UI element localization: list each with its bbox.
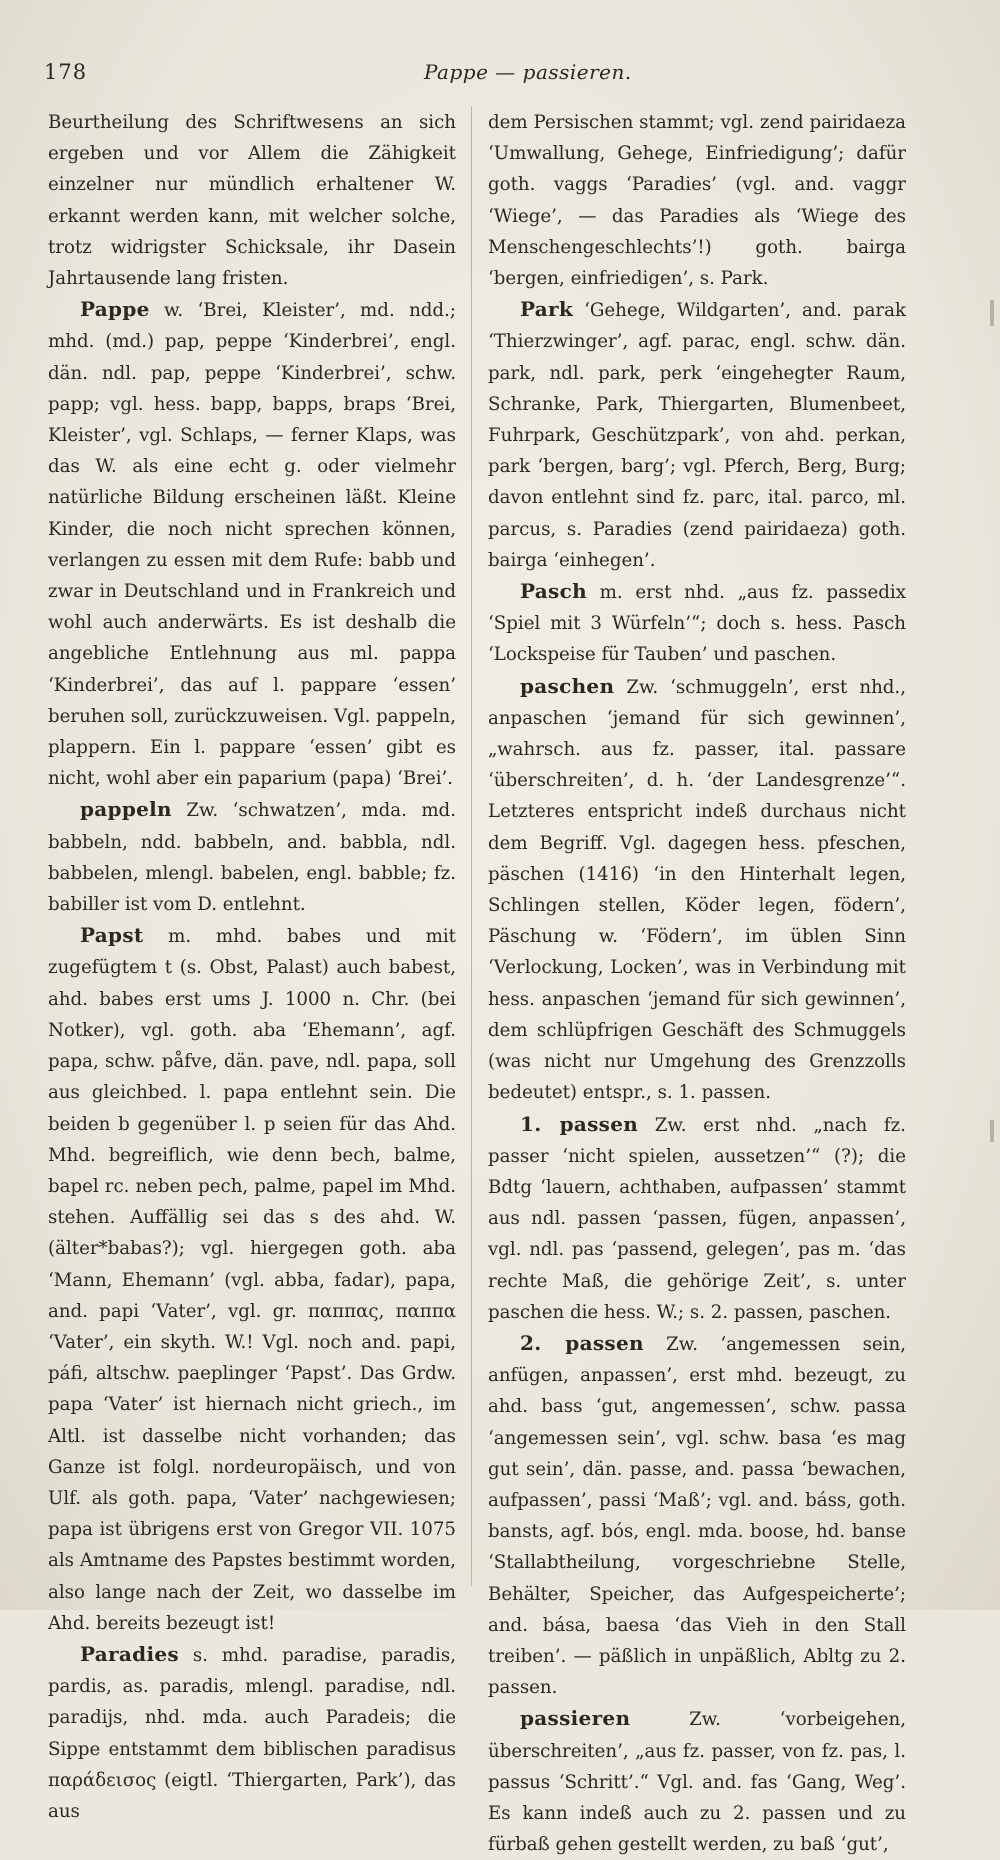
dictionary-entry: [48, 106, 456, 294]
dictionary-entry: [488, 106, 906, 294]
dictionary-entry: [488, 1328, 906, 1703]
entry-text: Zw. erst nhd. „nach fz. passer ‘nicht spielen, aussetzen’“ (?); die Bdtg ‘lauern, achthaben, aufpassen’ stammt aus ndl. passen ‘passen, fügen, anpassen’, vgl. ndl. pas ‘passend, gelegen’, pas m. ‘das rechte Maß, die gehörige Zeit’, s. unter paschen die hess. W.; s. 2. passen, paschen.: [488, 1114, 906, 1323]
entry-headword: 2. passen: [520, 1330, 644, 1355]
entry-text: Zw. ‘vorbeigehen, überschreiten’, „aus fz. passer, von fz. pas, l. passus ‘Schritt’.“ Vgl. and. fas ‘Gang, Weg’. Es kann indeß auch zu 2. passen und zu fürbaß gehen gestellt werden, zu baß ‘gut’,: [488, 1709, 906, 1856]
left-column: [48, 106, 456, 1822]
entry-text: Zw. ‘schwatzen’, mda. md. babbeln, ndd. babbeln, and. babbla, ndl. babbelen, mlengl. babelen, engl. babble; fz. babiller ist vom D. entlehnt.: [48, 800, 456, 916]
dictionary-entry: [48, 920, 456, 1639]
entry-text: Zw. ‘angemessen sein, anfügen, anpassen’, erst mhd. bezeugt, zu ahd. bass ‘gut, angemessen’, schw. passa ‘angemessen sein’, vgl. schw. basa ‘es mag gut sein’, dän. passe, and. passa ‘bewachen, aufpassen’, passi ‘Maß’; vgl. and. báss, goth. bansts, agf. bós, engl. mda. boose, hd. banse ‘Stallabtheilung, vorgeschriebne Stelle, Behälter, Speicher, das Aufgespeicherte’; and. bása, baesa ‘das Vieh in den Stall treiben’. — päßlich in unpäßlich, Abltg zu 2. passen.: [488, 1333, 906, 1699]
running-title: Pappe — passieren.: [424, 60, 632, 84]
entry-text: m. erst nhd. „aus fz. passedix ‘Spiel mit 3 Würfeln’“; doch s. hess. Pasch ‘Lockspeise für Tauben’ und paschen.: [488, 582, 906, 666]
dictionary-entry: [488, 294, 906, 576]
entry-text: Beurtheilung des Schriftwesens an sich ergeben und vor Allem die Zähigkeit einzelner nur mündlich erhaltener W. erkannt werden kann, mit welcher solche, trotz widrigster Schicksale, ihr Dasein Jahrtausende lang fristen.: [48, 112, 456, 290]
page-edge-mark: [990, 1120, 994, 1142]
dictionary-entry: [48, 1639, 456, 1827]
dictionary-entry: [488, 576, 906, 671]
column-divider: [471, 106, 472, 1586]
dictionary-entry: [488, 1703, 906, 1860]
dictionary-entry: [48, 794, 456, 920]
entry-text: m. mhd. babes und mit zugefügtem t (s. Obst, Palast) auch babest, ahd. babes erst ums J. 1000 n. Chr. (bei Notker), vgl. goth. aba ‘Ehemann’, agf. papa, schw. påfve, dän. pave, ndl. papa, soll aus gleichbed. l. papa entlehnt sein. Die beiden b gegenüber l. p seien für das Ahd. Mhd. begreiflich, wie denn bech, balme, bapel rc. neben pech, palme, papel im Mhd. stehen. Auffällig sei das s des ahd. W. (älter*babas?); vgl. hiergegen goth. aba ‘Mann, Ehemann’ (vgl. abba, fadar), papa, and. papi ‘Vater’, vgl. gr. παππας, παππα ‘Vater’, ein skyth. W.! Vgl. noch and. papi, páfi, altschw. paeplinger ‘Papst’. Das Grdw. papa ‘Vater’ ist hiernach nicht griech., im Altl. ist dasselbe nicht vorhanden; das Ganze ist folgl. nordeuropäisch, und von Ulf. als goth. papa, ‘Vater’ nachgewiesen; papa ist übrigens erst von Gregor VII. 1075 als Amtname des Papstes bestimmt worden, also lange nach der Zeit, wo dasselbe im Ahd. bereits bezeugt ist!: [48, 926, 456, 1634]
entry-headword: Paradies: [80, 1641, 179, 1666]
right-column: [488, 106, 906, 1856]
entry-headword: Pasch: [520, 579, 587, 604]
entry-headword: pappeln: [80, 797, 172, 822]
entry-headword: passieren: [520, 1706, 631, 1731]
entry-headword: Pappe: [80, 297, 150, 322]
dictionary-entry: [48, 294, 456, 794]
dictionary-entry: [488, 1109, 906, 1328]
entry-headword: paschen: [520, 673, 615, 698]
entry-text: ‘Gehege, Wildgarten’, and. parak ‘Thierzwinger’, agf. parac, engl. schw. dän. park, ndl. park, perk ‘eingehegter Raum, Schranke, Park, Thiergarten, Blumenbeet, Fuhrpark, Geschützpark’, von ahd. perkan, park ‘bergen, barg’; vgl. Pferch, Berg, Burg; davon entlehnt sind fz. parc, ital. parco, ml. parcus, s. Paradies (zend pairidaeza) goth. bairga ‘einhegen’.: [488, 300, 906, 571]
entry-text: w. ‘Brei, Kleister’, md. ndd.; mhd. (md.) pap, peppe ‘Kinderbrei’, engl. dän. ndl. pap, peppe ‘Kinderbrei’, schw. papp; vgl. hess. bapp, bapps, braps ‘Brei, Kleister’, vgl. Schlaps, — ferner Klaps, was das W. als eine echt g. oder vielmehr natürliche Bildung erscheinen läßt. Kleine Kinder, die noch nicht sprechen können, verlangen zu essen mit dem Rufe: babb und zwar in Deutschland und in Frankreich und wohl auch anderwärts. Es ist deshalb die angebliche Entlehnung aus ml. pappa ‘Kinderbrei’, das auf l. pappare ‘essen’ beruhen soll, zurückzuweisen. Vgl. pappeln, plappern. Ein l. pappare ‘essen’ gibt es nicht, wohl aber ein paparium (papa) ‘Brei’.: [48, 300, 456, 790]
entry-text: Zw. ‘schmuggeln’, erst nhd., anpaschen ‘jemand für sich gewinnen’, „wahrsch. aus fz. passer, ital. passare ‘überschreiten’, d. h. ‘der Landesgrenze’“. Letzteres entspricht indeß durchaus nicht dem Begriff. Vgl. dagegen hess. pfeschen, päschen (1416) ‘in den Hinterhalt legen, Schlingen stellen, Köder legen, födern’, Päschung w. ‘Födern’, im üblen Sinn ‘Verlockung, Locken’, was in Verbindung mit hess. anpaschen ‘jemand für sich gewinnen’, dem schlüpfrigen Geschäft des Schmuggels (was nicht nur Umgehung des Grenzzolls bedeutet) entspr., s. 1. passen.: [488, 676, 906, 1104]
page-number: 178: [44, 60, 88, 84]
entry-headword: Park: [520, 297, 574, 322]
page-edge-mark: [990, 300, 994, 326]
entry-text: dem Persischen stammt; vgl. zend pairidaeza ‘Umwallung, Gehege, Einfriedigung’; dafür goth. vaggs ‘Paradies’ (vgl. and. vaggr ‘Wiege’, — das Paradies als ‘Wiege des Menschengeschlechts’!) goth. bairga ‘bergen, einfriedigen’, s. Park.: [488, 112, 906, 290]
dictionary-entry: [488, 671, 906, 1109]
entry-headword: 1. passen: [520, 1111, 639, 1136]
entry-headword: Papst: [80, 923, 144, 948]
running-head: [44, 56, 960, 92]
entry-text: s. mhd. paradise, paradis, pardis, as. paradis, mlengl. paradise, ndl. paradijs, nhd. mda. auch Paradeis; die Sippe entstammt dem biblischen paradisus παράδεισος (eigtl. ‘Thiergarten, Park’), das aus: [48, 1644, 456, 1822]
